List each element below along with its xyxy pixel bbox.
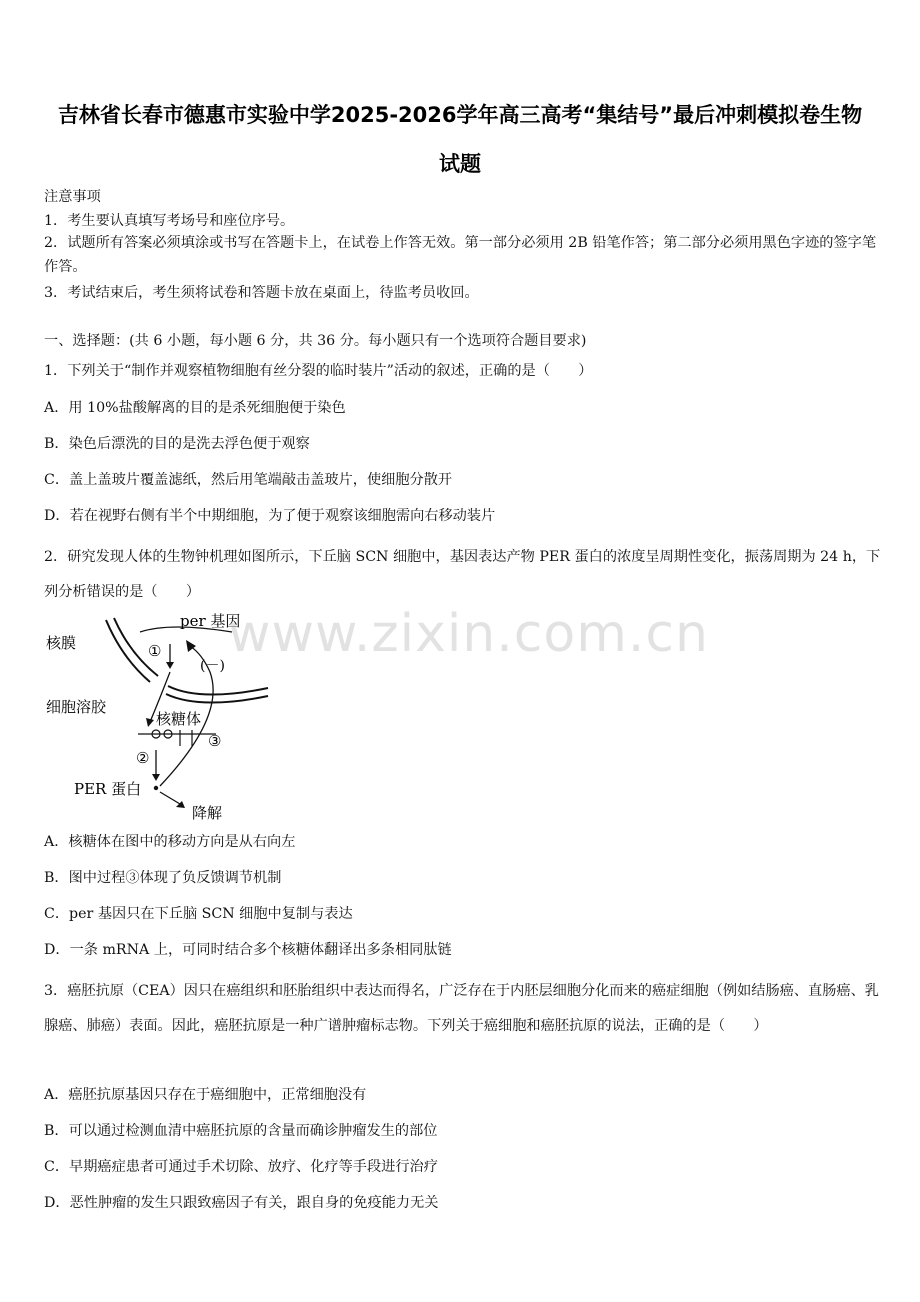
notice-item-3: 3．考试结束后，考生须将试卷和答题卡放在桌面上，待监考员收回。 (44, 285, 479, 301)
arrowhead-transcription (166, 662, 174, 669)
label-per-gene: per 基因 (180, 612, 241, 630)
notice-heading: 注意事项 (44, 189, 101, 205)
question-2-option-d: D．一条 mRNA 上，可同时结合多个核糖体翻译出多条相同肽链 (44, 942, 452, 958)
label-nuclear-membrane: 核膜 (46, 634, 77, 652)
question-2-option-c: C．per 基因只在下丘脑 SCN 细胞中复制与表达 (44, 906, 353, 922)
exam-title-line1: 吉林省长春市德惠市实验中学2025-2026学年高三高考“集结号”最后冲刺模拟卷生物 (57, 103, 863, 127)
question-3-option-d: D．恶性肿瘤的发生只跟致癌因子有关，跟自身的免疫能力无关 (44, 1195, 439, 1211)
question-1-option-d: D．若在视野右侧有半个中期细胞，为了便于观察该细胞需向右移动装片 (44, 508, 496, 524)
arrowhead-translation (152, 774, 160, 781)
question-2-option-a: A．核糖体在图中的移动方向是从右向左 (44, 834, 296, 850)
question-1-option-c: C．盖上盖玻片覆盖滤纸，然后用笔端敲击盖玻片，使细胞分散开 (44, 472, 453, 488)
notice-item-2: 2．试题所有答案必须填涂或书写在答题卡上，在试卷上作答无效。第一部分必须用 2B 铅笔作答；第二部分必须用黑色字迹的签字笔作答。 (44, 235, 877, 275)
question-3-option-c: C．早期癌症患者可通过手术切除、放疗、化疗等手段进行治疗 (44, 1159, 438, 1175)
label-cytosol: 细胞溶胶 (46, 698, 107, 716)
label-step2: ② (136, 749, 150, 767)
label-per-protein: PER 蛋白 (74, 780, 142, 798)
question-1-option-b: B．染色后漂洗的目的是洗去浮色便于观察 (44, 436, 310, 452)
nuclear-membrane-right-outer (168, 686, 268, 695)
notice-item-1: 1．考生要认真填写考场号和座位序号。 (44, 213, 295, 229)
question-3-option-a: A．癌胚抗原基因只存在于癌细胞中，正常细胞没有 (44, 1087, 367, 1103)
watermark: www.zixin.com.cn (228, 604, 709, 664)
nuclear-membrane-outer (106, 620, 150, 682)
per-protein-dot (154, 786, 158, 790)
label-step3: ③ (208, 732, 222, 750)
question-2-option-b: B．图中过程③体现了负反馈调节机制 (44, 870, 282, 886)
label-negative: (－) (200, 658, 225, 674)
question-3-option-b: B．可以通过检测血清中癌胚抗原的含量而确诊肿瘤发生的部位 (44, 1123, 438, 1139)
label-degrade: 降解 (192, 804, 223, 822)
exam-title-line2: 试题 (439, 152, 481, 176)
question-2-stem: 2．研究发现人体的生物钟机理如图所示，下丘脑 SCN 细胞中，基因表达产物 PER 蛋白的浓度呈周期性变化，振荡周期为 24 h，下列分析错误的是（ ） (44, 549, 881, 600)
label-ribosome: 核糖体 (156, 710, 202, 728)
question-1-stem: 1．下列关于“制作并观察植物细胞有丝分裂的临时装片”活动的叙述，正确的是（ ） (44, 363, 593, 379)
label-step1: ① (148, 642, 162, 660)
section-heading: 一、选择题：(共 6 小题，每小题 6 分，共 36 分。每小题只有一个选项符合题目要求) (44, 333, 587, 349)
arrowhead-export (146, 718, 154, 727)
question-1-option-a: A．用 10%盐酸解离的目的是杀死细胞便于染色 (44, 400, 346, 416)
question-3-stem: 3．癌胚抗原（CEA）因只在癌组织和胚胎组织中表达而得名，广泛存在于内胚层细胞分化而来的癌症细胞（例如结肠癌、直肠癌、乳腺癌、肺癌）表面。因此，癌胚抗原是一种广谱肿瘤标志物。下列关于癌细胞和癌胚抗原的说法，正确的是（ ） (44, 983, 879, 1034)
arrow-degrade (160, 792, 180, 804)
